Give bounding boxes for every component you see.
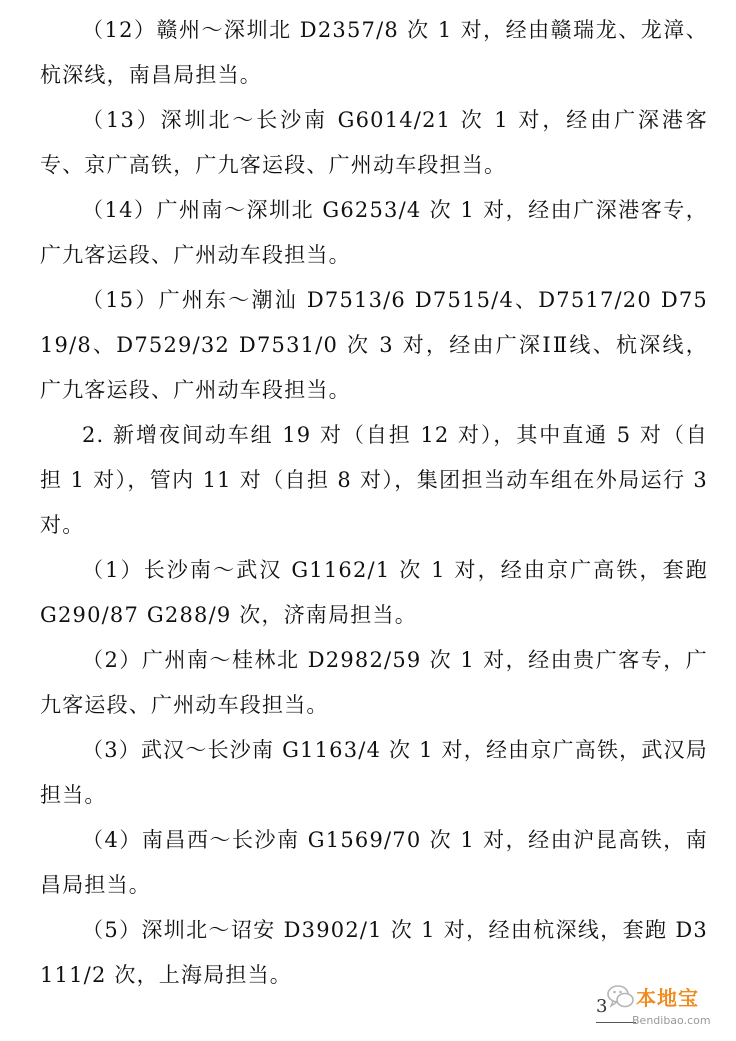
paragraph-item-4: （4）南昌西～长沙南 G1569/70 次 1 对，经由沪昆高铁，南昌局担当。 <box>40 828 708 897</box>
paragraph-item-2: （2）广州南～桂林北 D2982/59 次 1 对，经由贵广客专，广九客运段、广州动车段担当。 <box>40 648 708 717</box>
paragraph-item-5: （5）深圳北～诏安 D3902/1 次 1 对，经由杭深线，套跑 D3111/2 次，上海局担当。 <box>40 918 708 987</box>
paragraph-item-1: （1）长沙南～武汉 G1162/1 次 1 对，经由京广高铁，套跑 G290/87 G288/9 次，济南局担当。 <box>40 558 708 627</box>
paragraph-item-3: （3）武汉～长沙南 G1163/4 次 1 对，经由京广高铁，武汉局担当。 <box>40 738 708 807</box>
page-number: 3 <box>596 996 608 1017</box>
wechat-icon <box>606 980 636 1014</box>
paragraph-item-14: （14）广州南～深圳北 G6253/4 次 1 对，经由广深港客专，广九客运段、广州动车段担当。 <box>40 198 708 267</box>
watermark-brand: 本地宝 <box>636 986 699 1010</box>
watermark-url: Bendibao.com <box>632 1014 711 1027</box>
paragraph-item-12: （12）赣州～深圳北 D2357/8 次 1 对，经由赣瑞龙、龙漳、杭深线，南昌局担当。 <box>40 18 708 87</box>
watermark-logo <box>606 980 726 1036</box>
paragraph-item-13: （13）深圳北～长沙南 G6014/21 次 1 对，经由广深港客专、京广高铁，广九客运段、广州动车段担当。 <box>40 108 708 177</box>
paragraph-item-15: （15）广州东～潮汕 D7513/6 D7515/4、D7517/20 D7519/8、D7529/32 D7531/0 次 3 对，经由广深ⅠⅡ线、杭深线，广九客运段、广州动车段担当。 <box>40 288 708 402</box>
paragraph-section-2: 2. 新增夜间动车组 19 对（自担 12 对），其中直通 5 对（自担 1 对），管内 11 对（自担 8 对），集团担当动车组在外局运行 3 对。 <box>40 423 708 537</box>
